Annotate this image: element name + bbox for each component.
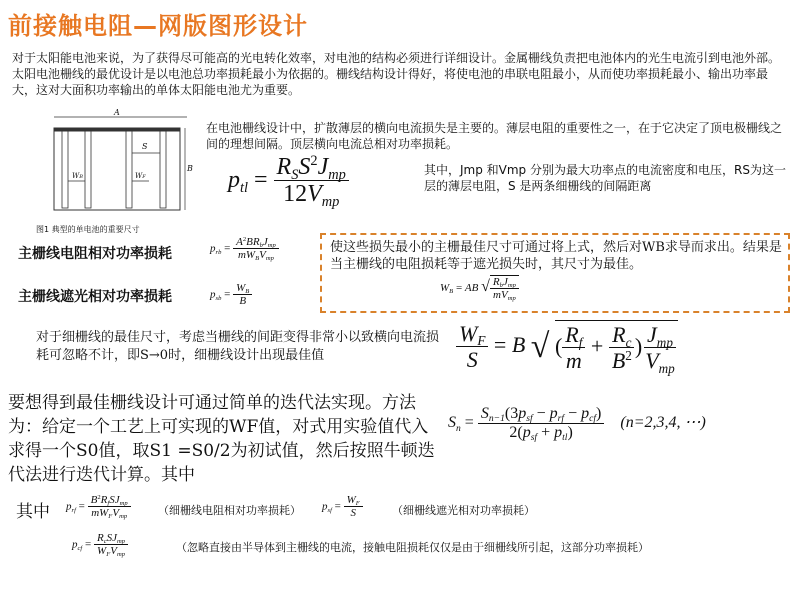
- formula-ptl: $p_{tl}$ = $\frac{R_SS^2J_{mp}}{12V_{mp}}$: [228, 154, 349, 209]
- cell-diagram-svg: [32, 108, 194, 238]
- dim-label-wf: WF: [135, 172, 146, 180]
- note-finger-shading: （细栅线遮光相对功率损耗）: [392, 504, 535, 517]
- formula-wf-s: $\frac{W_F}{S}$ = B √ ( $\frac{R_f}{m}$ + $\frac{R_c}{B^2}$ ) $\frac{J_{mp}}{V_{mp}}$: [456, 320, 678, 373]
- formula-prf: $p_{rf}$ = $\frac{B^2R_fSJ_{mp}}{mW_FV_{mp}}$: [66, 494, 131, 520]
- dim-label-a: A: [114, 108, 120, 117]
- note-contact: （忽略直接由半导体到主栅线的电流，接触电阻损耗仅仅是由于细栅线所引起，这部分功率损耗）: [176, 541, 649, 554]
- cell-dimensions-diagram: [32, 108, 194, 238]
- diagram-caption: 图1 典型的单电池的重要尺寸: [36, 225, 140, 234]
- note-finger-resistance: （细栅线电阻相对功率损耗）: [158, 504, 301, 517]
- dim-label-wb: WB: [72, 172, 83, 180]
- diffusion-paragraph: 在电池栅线设计中，扩散薄层的横向电流损失是主要的。薄层电阻的重要性之一，在于它决定了顶电极栅线之间的理想间隔。顶层横向电流总相对功率损耗。: [206, 121, 783, 151]
- iteration-paragraph: 要想得到最佳栅线设计可通过简单的迭代法实现。方法为：给定一个工艺上可实现的WF值，对式用实验值代入求得一个S0值，取S1 =S0/2为初试值，然后按照牛顿迭代法进行迭代计算。其中: [8, 393, 435, 485]
- formula-pcf: $p_{cf}$ = $\frac{R_cSJ_{mp}}{W_FV_{mp}}$: [72, 532, 128, 558]
- dim-label-s: S: [142, 142, 148, 151]
- callout-box: [320, 233, 790, 313]
- label-busbar-resistance: 主栅线电阻相对功率损耗: [18, 246, 172, 262]
- formula-psf: $p_{sf}$ = $\frac{W_F}{S}$: [322, 494, 363, 520]
- where-paragraph-1: 其中，Jmp 和Vmp 分别为最大功率点的电流密度和电压，RS为这一层的薄层电阻，S 是两条细栅线的间隔距离: [424, 163, 786, 193]
- n-range: (n=2,3,4, ⋯): [620, 414, 706, 432]
- where-label: 其中: [16, 502, 50, 522]
- intro-paragraph: 对于太阳能电池来说，为了获得尽可能高的光电转化效率，对电池的结构必须进行详细设计。金属栅线负责把电池体内的光生电流引到电池外部。太阳电池栅线的最优设计是以电池总功率损耗最小为依据的。栅线结构设计得好，将使电池的串联电阻最小，从而使功率损耗最小、输出功率最大，这对大面积功率输出的单体太阳能电池尤为重要。: [12, 51, 781, 97]
- formula-prb: $p_{rb}$ = $\frac{A^2BR_bJ_{mp}}{mW_BV_{mp}}$: [210, 236, 279, 262]
- finger-paragraph: 对于细栅线的最佳尺寸，考虑当栅线的间距变得非常小以致横向电流损耗可忽略不计，即S→0时，细栅线设计出现最佳值: [36, 330, 440, 363]
- formula-wb: $W_B$ = AB √ $\frac{R_bJ_{mp}}{mV_{mp}}$: [440, 275, 519, 302]
- formula-psb: $p_{sb}$ = $\frac{W_B}{B}$: [210, 282, 252, 308]
- dim-label-b: B: [187, 164, 193, 173]
- formula-sn: $S_n$ = $\frac{S_{n-1}(3p_{sf} - p_{rf} - p_{cf})}{2(p_{sf} + p_{tl})}$ (n=2,3,4, ⋯): [448, 405, 706, 443]
- label-busbar-shading: 主栅线遮光相对功率损耗: [18, 289, 172, 305]
- page-title: 前接触电阻—网版图形设计: [8, 12, 308, 40]
- callout-text: 使这些损失最小的主栅最佳尺寸可通过将上式，然后对WB求导而求出。结果是当主栅线的电阻损耗等于遮光损失时，其尺寸为最佳。: [330, 240, 782, 272]
